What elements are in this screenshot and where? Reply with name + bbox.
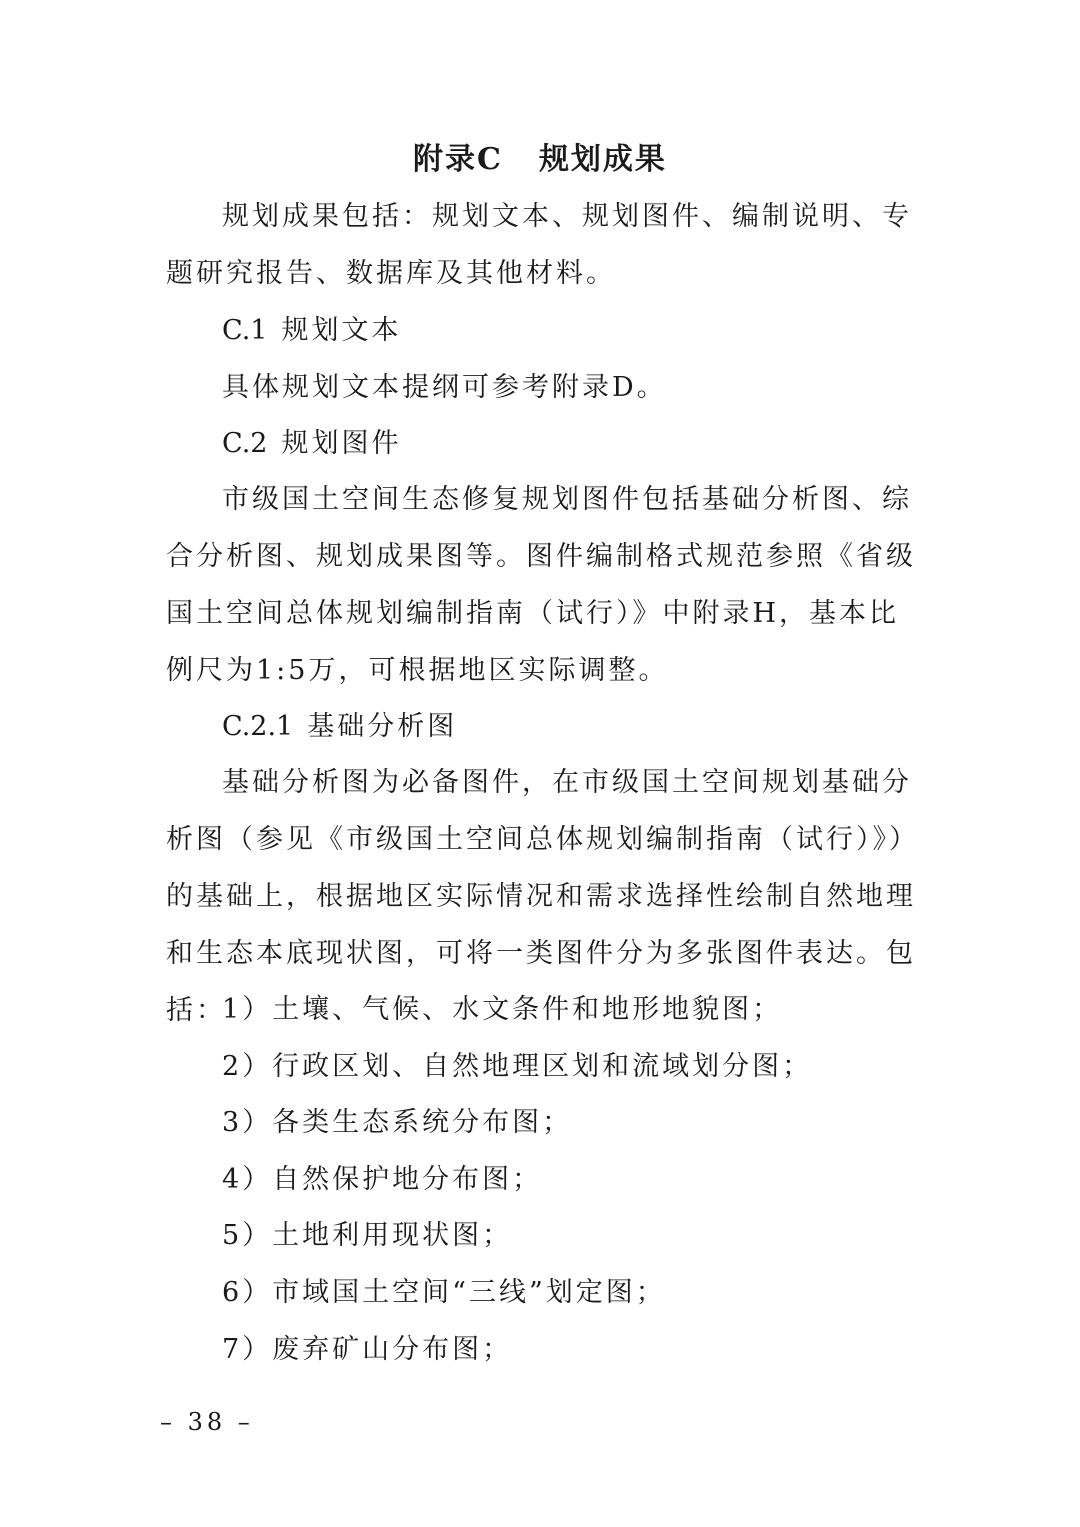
- section-name: 规划图件: [281, 428, 402, 459]
- c1-paragraph: 具体规划文本提纲可参考附录D。: [222, 372, 667, 403]
- c21-paragraph: 基础分析图为必备图件，在市级国土空间规划基础分析图（参见《市级国土空间总体规划编制指南（试行）》）的基础上，根据地区实际情况和需求选择性绘制自然地理和生态本底现状图，可将一类图件分为多张图件表达。包括：: [166, 767, 916, 1026]
- page-number: – 38 –: [160, 1408, 254, 1436]
- appendix-title: [0, 138, 1080, 182]
- section-number: C.1: [222, 315, 268, 346]
- list-item: 6）市域国土空间“三线”划定图；: [222, 1277, 666, 1308]
- list-item: 1）土壤、气候、水文条件和地形地貌图；: [222, 994, 783, 1025]
- section-number: C.2.1: [222, 711, 294, 742]
- list-item: 4）自然保护地分布图；: [222, 1164, 543, 1195]
- section-heading-c2: [222, 422, 401, 466]
- section-heading-c21: [222, 705, 457, 749]
- intro-paragraph: 规划成果包括：规划文本、规划图件、编制说明、专题研究报告、数据库及其他材料。: [166, 201, 912, 289]
- appendix-name: 规划成果: [538, 142, 667, 177]
- section-number: C.2: [222, 428, 268, 459]
- list-item: 7）废弃矿山分布图；: [222, 1334, 513, 1365]
- appendix-label: 附录C: [413, 142, 503, 177]
- section-name: 规划文本: [281, 315, 402, 346]
- c2-paragraph: 市级国土空间生态修复规划图件包括基础分析图、综合分析图、规划成果图等。图件编制格式规范参照《省级国土空间总体规划编制指南（试行）》中附录H，基本比例尺为1:5万，可根据地区实际调整。: [166, 484, 916, 686]
- section-name: 基础分析图: [307, 711, 458, 742]
- list-item: 3）各类生态系统分布图；: [222, 1107, 573, 1138]
- section-heading-c1: [222, 309, 401, 353]
- list-item: 5）土地利用现状图；: [222, 1220, 513, 1251]
- list-item: 2）行政区划、自然地理区划和流域划分图；: [222, 1051, 813, 1082]
